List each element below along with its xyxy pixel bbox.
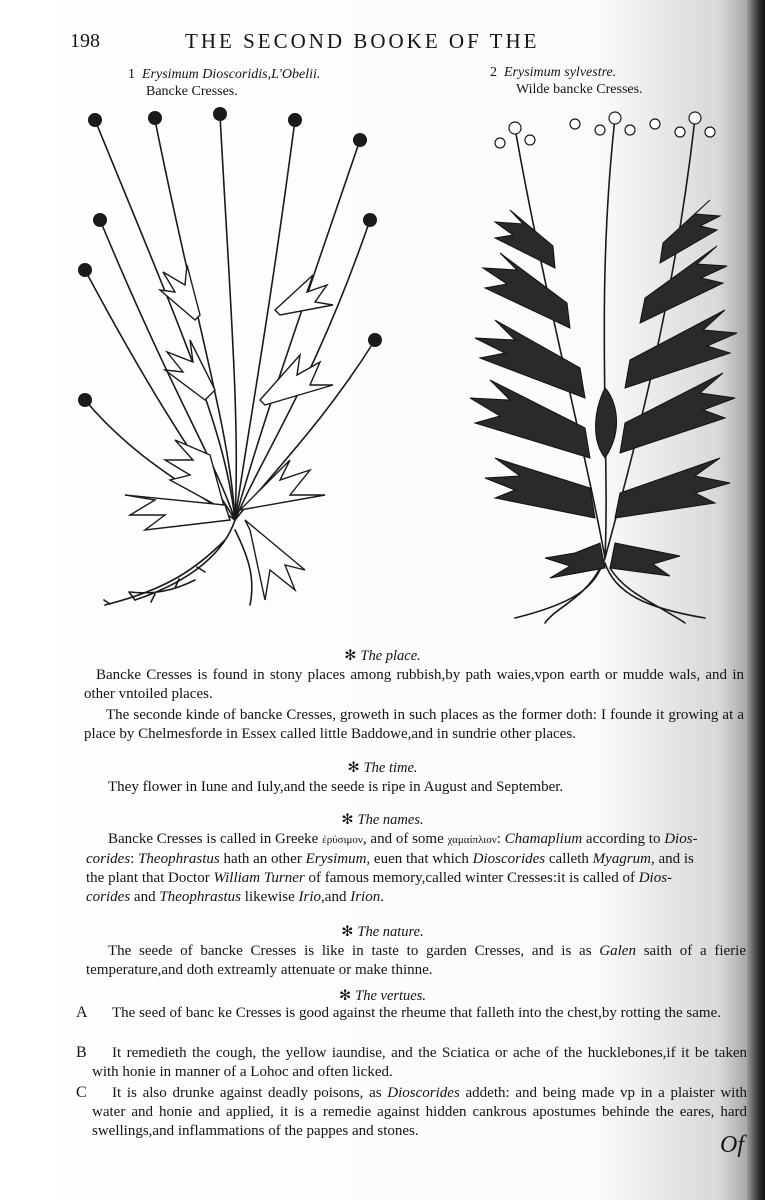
figure-2-latin-name: Erysimum sylvestre. <box>504 65 617 80</box>
figure-1-latin-name: Erysimum Dioscoridis,L'Obelii. <box>142 67 321 82</box>
running-head: THE SECOND BOOKE OF THE <box>185 29 540 53</box>
bancke-cresses-woodcut <box>75 100 395 620</box>
heading-the-nature: ✻ The nature. <box>341 924 424 940</box>
place-paragraph-2: The seconde kinde of bancke Cresses, groweth in such places as the former doth: I founde it growing at a place by Chelmesforde in Essex called little Baddowe,and in sundrie other places. <box>84 707 744 742</box>
catchword: Of <box>720 1132 744 1158</box>
vertue-a-text: The seed of banc ke Cresses is good against the rheume that falleth into the chest,by rotting the same. <box>112 1005 721 1021</box>
heading-the-place: ✻ The place. <box>344 648 421 664</box>
vertue-letter-c: C <box>76 1084 87 1101</box>
ornament-star-icon: ✻ <box>341 924 354 940</box>
names-paragraph: Bancke Cresses is called in Greeke ἐρύσιμον, and of some χαμαίπλιον: Chamaplium according to Dios- corides: Theophrastus hath an other Erysimum, euen that which Dioscorides calleth Myagrum, and is the plant that Doctor William Turner of famous memory,called winter Cresses:it is called of Dios- corides and Theophrastus likewise Irio,and Irion. <box>86 831 698 905</box>
vertue-b-text: It remedieth the cough, the yellow iaundise, and the Sciatica or ache of the hucklebones,if it be taken with honie in manner of a Lohoc and often licked. <box>92 1045 747 1080</box>
page-edge-shadow <box>747 0 765 1200</box>
heading-the-time: ✻ The time. <box>347 760 418 776</box>
ornament-star-icon: ✻ <box>341 812 354 828</box>
figure-1-caption <box>128 66 320 100</box>
greek-name-chamaiplion: χαμαίπλιον <box>447 834 497 846</box>
time-paragraph: They flower in Iune and Iuly,and the seede is ripe in August and September. <box>108 779 564 795</box>
figure-2-common-name: Wilde bancke Cresses. <box>516 82 643 97</box>
figure-1-number: 1 <box>128 67 135 82</box>
ornament-star-icon: ✻ <box>347 760 360 776</box>
heading-the-vertues: ✻ The vertues. <box>338 988 427 1004</box>
nature-paragraph: The seede of bancke Cresses is like in taste to garden Cresses, and is as Galen saith of a fierie temperature,and doth extreamly attenuate or make thinne. <box>86 943 747 978</box>
place-paragraph-1: Bancke Cresses is found in stony places among rubbish,by path waies,vpon earth or mudde wals, and in other vntoiled places. <box>84 667 744 702</box>
ornament-star-icon: ✻ <box>344 648 357 664</box>
ornament-star-icon: ✻ <box>338 988 352 1004</box>
vertue-letter-a: A <box>76 1004 88 1021</box>
heading-the-names: ✻ The names. <box>341 812 424 828</box>
page-number: 198 <box>70 30 100 52</box>
vertue-c-text: It is also drunke against deadly poisons, as Dioscorides addeth: and being made vp in a plaister with water and honie and applied, it is a remedie against hidden cankrous apostumes behinde the eares, hard swellings,and inflammations of the pappes and stones. <box>92 1085 747 1139</box>
figure-1-common-name: Bancke Cresses. <box>146 84 238 99</box>
wilde-bancke-cresses-woodcut <box>455 98 745 628</box>
figure-2-number: 2 <box>490 65 497 80</box>
greek-name-erysimon: ἐρύσιμον <box>322 834 363 846</box>
vertue-letter-b: B <box>76 1044 87 1061</box>
figure-2-caption <box>490 64 643 98</box>
